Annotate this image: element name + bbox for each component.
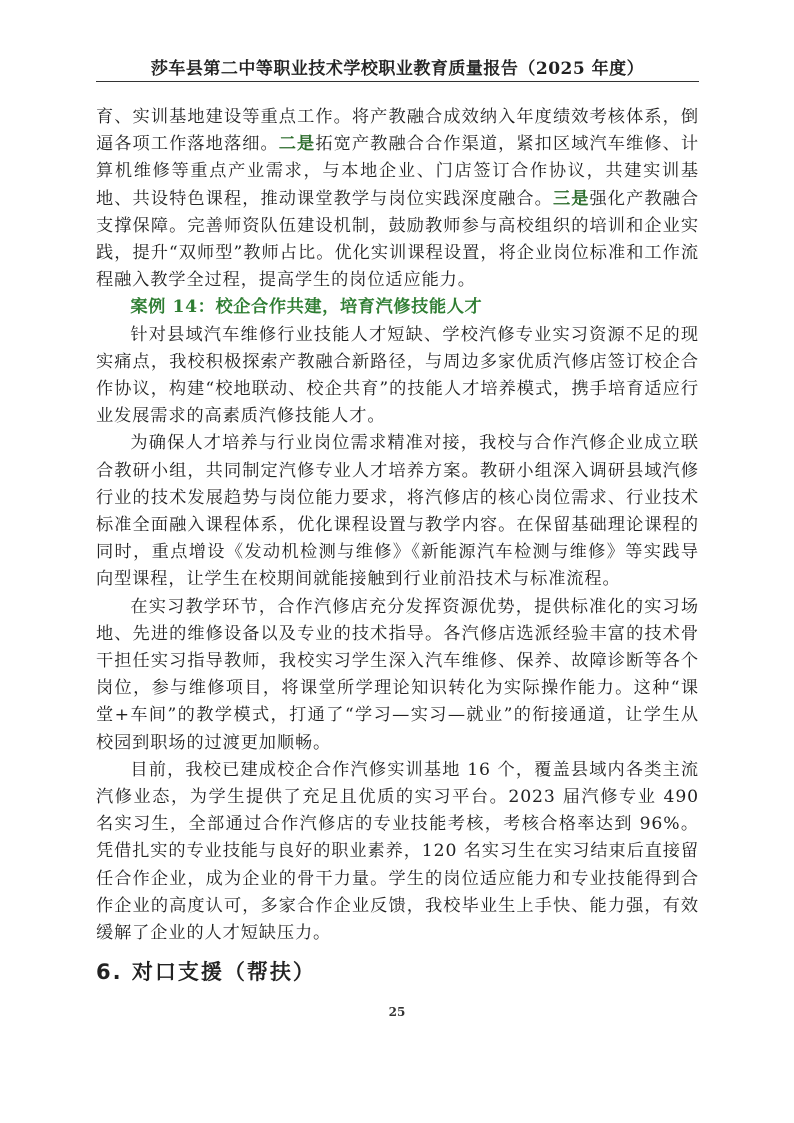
paragraph-measures-part-a: 育、实训基地建设等重点工作。将产教融合成效纳入年度绩效考核体系，倒逼各项工作落地落细。 [96, 107, 699, 155]
paragraph-curriculum: 为确保人才培养与行业岗位需求精准对接，我校与合作汽修企业成立联合教研小组，共同制定汽修专业人才培养方案。教研小组深入调研县域汽修行业的技术发展趋势与岗位能力要求，将汽修店的核心岗位需求、行业技术标准全面融入课程体系，优化课程设置与教学内容。在保留基础理论课程的同时，重点增设《发动机检测与维修》《新能源汽车检测与维修》等实践导向型课程，让学生在校期间就能接触到行业前沿技术与标准流程。 [96, 433, 699, 590]
paragraph-results: 目前，我校已建成校企合作汽修实训基地 16 个，覆盖县域内各类主流汽修业态，为学生提供了充足且优质的实习平台。2023 届汽修专业 490 名实习生，全部通过合作汽修店的专业技能考核，考核合格率达到 96%。凭借扎实的专业技能与良好的职业素养，120 名实习生在实习结束后直接留任合作企业，成为企业的骨干力量。学生的岗位适应能力和专业技能得到合作企业的高度认可，多家合作企业反馈，我校毕业生上手快、能力强，有效缓解了企业的人才短缺压力。 [96, 759, 699, 944]
paragraph-internship: 在实习教学环节，合作汽修店充分发挥资源优势，提供标准化的实习场地、先进的维修设备以及专业的技术指导。各汽修店选派经验丰富的技术骨干担任实习指导教师，我校实习学生深入汽车维修、保养、故障诊断等各个岗位，参与维修项目，将课堂所学理论知识转化为实际操作能力。这种“课堂+车间”的教学模式，打通了“学习—实习—就业”的衔接通道，让学生从校园到职场的过渡更加顺畅。 [96, 596, 699, 753]
paragraph-measures-part-c: 强化产教融合支撑保障。完善师资队伍建设机制，鼓励教师参与高校组织的培训和企业实践，提升“双师型”教师占比。优化实训课程设置，将企业岗位标准和工作流程融入教学全过程，提高学生的岗位适应能力。 [96, 188, 699, 291]
section-heading: 6. 对口支援（帮扶） [96, 960, 316, 984]
page-header-title: 莎车县第二中等职业技术学校职业教育质量报告（2025 年度） [150, 59, 645, 79]
case-title: 案例 14：校企合作共建，培育汽修技能人才 [130, 297, 483, 318]
paragraph-measures-part-b: 拓宽产教融合合作渠道，紧扣区域汽车维修、计算机维修等重点产业需求，与本地企业、门店签订合作协议，共建实训基地、共设特色课程，推动课堂教学与岗位实践深度融合。 [96, 134, 699, 209]
point-three-label: 三是 [552, 188, 590, 209]
page-body [96, 104, 699, 947]
header-divider [96, 81, 699, 82]
paragraph-measures [96, 104, 699, 294]
page-number: 25 [388, 1005, 406, 1019]
point-two-label: 二是 [278, 134, 316, 155]
paragraph-case-intro: 针对县域汽车维修行业技能人才短缺、学校汽修专业实习资源不足的现实痛点，我校积极探索产教融合新路径，与周边多家优质汽修店签订校企合作协议，构建“校地联动、校企共育”的技能人才培养模式，携手培育适应行业发展需求的高素质汽修技能人才。 [96, 324, 699, 427]
